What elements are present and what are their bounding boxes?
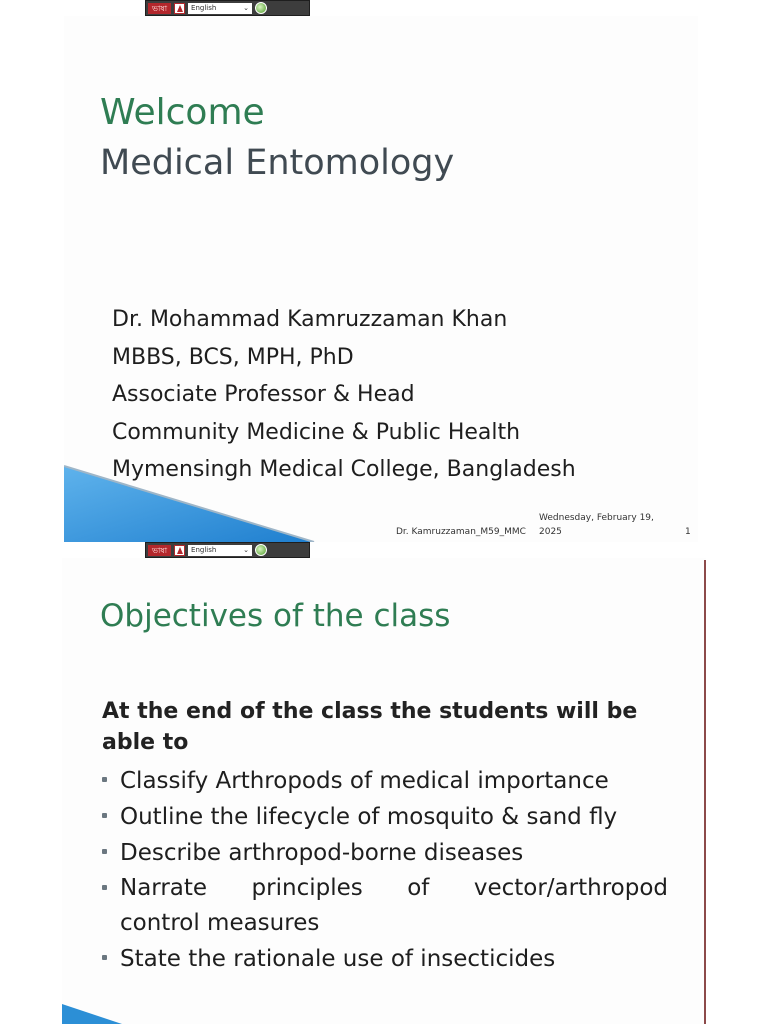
language-toolbar-top <box>145 0 310 16</box>
presenter-institution: Mymensingh Medical College, Bangladesh <box>112 457 576 482</box>
blue-wedge-decoration <box>62 1004 142 1024</box>
language-select-value: English <box>191 3 217 12</box>
objective-text-continued: control measures <box>120 910 320 936</box>
presenter-department: Community Medicine & Public Health <box>112 419 521 445</box>
font-icon[interactable] <box>174 545 185 556</box>
list-item <box>102 763 668 799</box>
objective-text: State the rationale use of insecticides <box>120 946 556 972</box>
presenter-degrees: MBBS, BCS, MPH, PhD <box>112 344 354 370</box>
objective-text: Outline the lifecycle of mosquito & sand fly <box>120 804 618 830</box>
go-icon[interactable] <box>255 2 267 14</box>
go-icon[interactable] <box>255 544 267 556</box>
language-button[interactable]: ভাষা <box>148 545 171 556</box>
bullet-icon <box>102 849 107 854</box>
blue-wedge-decoration <box>64 462 364 542</box>
bullet-icon <box>102 777 107 782</box>
chevron-down-icon: ⌄ <box>243 545 250 554</box>
language-select[interactable] <box>188 545 252 556</box>
font-icon[interactable] <box>174 3 185 14</box>
presenter-name: Dr. Mohammad Kamruzzaman Khan <box>112 307 508 332</box>
list-item <box>102 835 668 871</box>
language-toolbar-mid <box>145 542 310 558</box>
footer-author: Dr. Kamruzzaman_M59_MMC <box>396 527 526 537</box>
language-select-value: English <box>191 545 217 554</box>
objective-text: Classify Arthropods of medical importance <box>120 768 609 794</box>
presenter-details <box>112 301 576 489</box>
bullet-icon <box>102 885 107 890</box>
presenter-position: Associate Professor & Head <box>112 382 415 407</box>
objectives-title: Objectives of the class <box>100 598 451 634</box>
language-select[interactable] <box>188 3 252 14</box>
objective-text: Narrate principles of vector/arthropod <box>120 875 668 901</box>
slide-edge-divider <box>704 560 706 1024</box>
bullet-icon <box>102 813 107 818</box>
bullet-icon <box>102 955 107 960</box>
footer-date-line1: Wednesday, February 19, <box>539 513 654 523</box>
slide-2 <box>62 558 706 1024</box>
slide-1 <box>64 16 698 542</box>
chevron-down-icon: ⌄ <box>243 3 250 12</box>
language-button[interactable]: ভাষা <box>148 3 171 14</box>
list-item <box>102 871 668 941</box>
list-item <box>102 799 668 835</box>
list-item <box>102 941 668 977</box>
objectives-intro: At the end of the class the students will be able to <box>102 699 638 755</box>
footer-date-line2: 2025 <box>539 527 562 537</box>
objective-text: Describe arthropod-borne diseases <box>120 840 524 866</box>
subject-title: Medical Entomology <box>100 143 455 183</box>
welcome-title: Welcome <box>100 92 265 133</box>
slide-number: 1 <box>685 527 691 537</box>
objectives-list <box>102 763 668 977</box>
